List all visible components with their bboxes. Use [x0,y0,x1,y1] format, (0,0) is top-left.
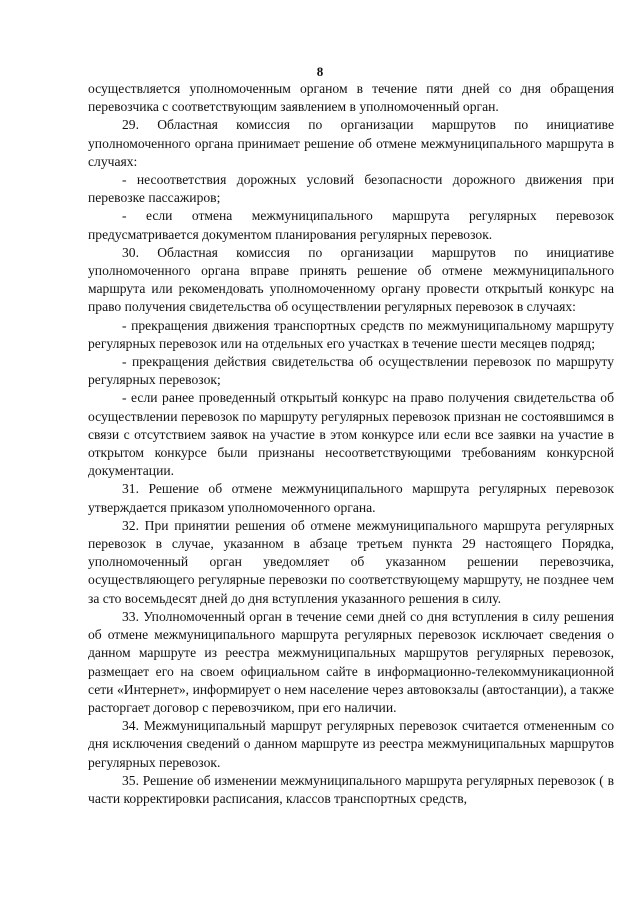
paragraph-32: 32. При принятии решения об отмене межмуниципального маршрута регулярных перевозок в случае, указанном в абзаце третьем пункта 29 настоящего Порядка, уполномоченный орган уведомляет об указанном решении перевозчика, осуществляющего регулярные перевозки по соответствующему маршруту, не позднее чем за сто восемьдесят дней до дня вступления указанного решения в силу. [88,517,614,606]
paragraph-30-item-2: - прекращения действия свидетельства об осуществлении перевозок по маршруту регулярных перевозок; [88,354,614,388]
paragraph-continuation: осуществляется уполномоченным органом в течение пяти дней со дня обращения перевозчика с соответствующим заявлением в уполномоченный орган. [88,81,614,115]
paragraph-29-item-1: - несоответствия дорожных условий безопасности дорожного движения при перевозке пассажиров; [88,172,614,206]
paragraph-34: 34. Межмуниципальный маршрут регулярных перевозок считается отмененным со дня исключения сведений о данном маршруте из реестра межмуниципальных маршрутов регулярных перевозок. [88,718,614,770]
paragraph-29-item-2: - если отмена межмуниципального маршрута регулярных перевозок предусматривается документом планирования регулярных перевозок. [88,208,614,242]
paragraph-29: 29. Областная комиссия по организации маршрутов по инициативе уполномоченного органа принимает решение об отмене межмуниципального маршрута в случаях: [88,117,614,169]
paragraph-30: 30. Областная комиссия по организации маршрутов по инициативе уполномоченного органа вправе принять решение об отмене межмуниципального маршрута или рекомендовать уполномоченному органу провести открытый конкурс на право получения свидетельства об осуществлении регулярных перевозок в случаях: [88,244,614,315]
page-number: 8 [316,64,324,79]
paragraph-30-item-3: - если ранее проведенный открытый конкурс на право получения свидетельства об осуществлении перевозок по маршруту регулярных перевозок признан не состоявшимся в связи с отсутствием заявок на участие в этом конкурсе или если все заявки на участие в открытом конкурсе были признаны несоответствующими требованиям конкурсной документации. [88,390,614,479]
paragraph-33: 33. Уполномоченный орган в течение семи дней со дня вступления в силу решения об отмене межмуниципального маршрута регулярных перевозок исключает сведения о данном маршруте из реестра межмуниципальных маршрутов регулярных перевозок, размещает его на своем официальном сайте в информационно-телекоммуникационной сети «Интернет», информирует о нем население через автовокзалы (автостанции), а также расторгает договор с перевозчиком, при его наличии. [88,608,614,715]
paragraph-31: 31. Решение об отмене межмуниципального маршрута регулярных перевозок утверждается приказом уполномоченного органа. [88,481,614,515]
paragraph-30-item-1: - прекращения движения транспортных средств по межмуниципальному маршруту регулярных перевозок или на отдельных его участках в течение шести месяцев подряд; [88,317,614,351]
paragraph-35: 35. Решение об изменении межмуниципального маршрута регулярных перевозок ( в части корректировки расписания, классов транспортных средств, [88,772,614,806]
document-body [88,80,614,808]
